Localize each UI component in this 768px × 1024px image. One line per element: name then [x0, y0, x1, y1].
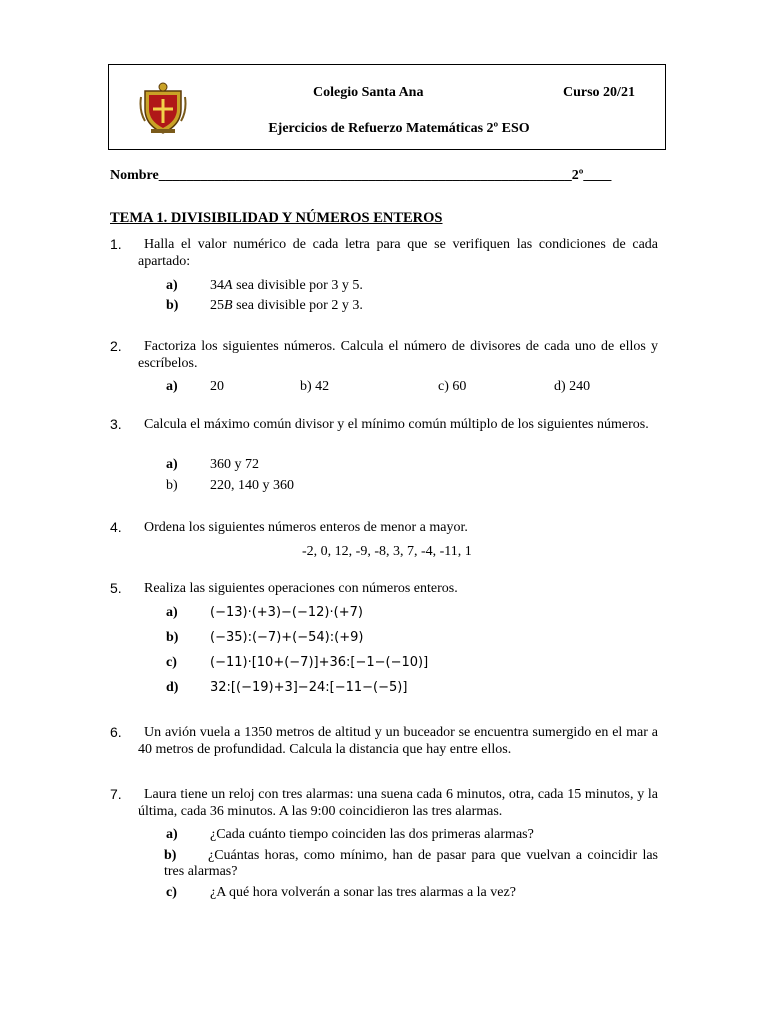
option-label: b) — [166, 630, 179, 645]
q5-option-d — [166, 680, 407, 696]
section-title: TEMA 1. DIVISIBILIDAD Y NÚMEROS ENTEROS — [110, 210, 443, 226]
option-label: b) — [166, 298, 179, 313]
option-label: a) — [166, 379, 178, 394]
name-field-line: Nombre___________________________________________________________2º____ — [110, 168, 612, 183]
question-number: 6. — [110, 724, 122, 740]
q5-option-c — [166, 655, 428, 671]
option-label: a) — [166, 457, 178, 472]
option-text: sea divisible por 3 y 5. — [232, 278, 363, 293]
question-text: Factoriza los siguientes números. Calcula el número de divisores de cada uno de ellos y escríbelos. — [138, 339, 658, 371]
question-text: Ordena los siguientes números enteros de menor a mayor. — [144, 520, 468, 535]
header-box — [108, 64, 666, 150]
question-number: 1. — [110, 236, 122, 252]
question-4 — [110, 519, 658, 536]
question-number: 4. — [110, 519, 122, 535]
question-number: 2. — [110, 338, 122, 354]
math-expression: 32:[(−19)+3]−24:[−11−(−5)] — [210, 680, 408, 695]
option-label: a) — [166, 605, 178, 620]
option-variable: B — [224, 298, 233, 313]
math-expression: (−13)·(+3)−(−12)·(+7) — [210, 605, 363, 620]
math-expression: (−11)·[10+(−7)]+36:[−1−(−10)] — [210, 655, 429, 670]
option-text: ¿Cada cuánto tiempo coinciden las dos primeras alarmas? — [210, 827, 534, 842]
question-number: 7. — [110, 786, 122, 802]
q3-option-a — [166, 457, 259, 473]
question-text: Halla el valor numérico de cada letra para que se verifiquen las condiciones de cada apartado: — [138, 237, 658, 269]
question-3 — [110, 416, 658, 433]
option-text: 360 y 72 — [210, 457, 259, 472]
question-text: Laura tiene un reloj con tres alarmas: una suena cada 6 minutos, otra, cada 15 minutos, y la última, cada 36 minutos. A las 9:00 coincidieron las tres alarmas. — [138, 787, 658, 819]
integer-sequence: -2, 0, 12, -9, -8, 3, 7, -4, -11, 1 — [302, 544, 472, 559]
q2-option-b: b) 42 — [300, 379, 330, 394]
option-text: ¿A qué hora volverán a sonar las tres alarmas a la vez? — [210, 885, 516, 900]
q7-option-c — [166, 885, 516, 901]
worksheet-subtitle: Ejercicios de Refuerzo Matemáticas 2º ESO — [268, 121, 530, 136]
option-text: 20 — [210, 379, 224, 394]
school-name: Colegio Santa Ana — [313, 85, 424, 100]
option-number: 34 — [210, 278, 224, 293]
option-label: a) — [166, 278, 178, 293]
q1-option-a — [166, 278, 363, 294]
q2-option-a — [166, 379, 224, 395]
q2-option-c: c) 60 — [438, 379, 467, 394]
question-number: 3. — [110, 416, 122, 432]
q2-option-d: d) 240 — [554, 379, 591, 394]
question-text: Un avión vuela a 1350 metros de altitud y un buceador se encuentra sumergido en el mar a 40 metros de profundidad. Calcula la distancia que hay entre ellos. — [138, 725, 658, 757]
question-number: 5. — [110, 580, 122, 596]
q1-option-b — [166, 298, 363, 314]
math-expression: (−35):(−7)+(−54):(+9) — [210, 630, 364, 645]
question-5 — [110, 580, 658, 597]
option-label: c) — [166, 655, 177, 670]
question-2 — [110, 338, 658, 372]
option-text: 220, 140 y 360 — [210, 478, 294, 493]
q7-option-b — [164, 848, 658, 880]
question-7 — [110, 786, 658, 820]
option-text: sea divisible por 2 y 3. — [232, 298, 363, 313]
q5-option-a — [166, 605, 363, 621]
question-6 — [110, 724, 658, 758]
course-year: Curso 20/21 — [563, 85, 635, 100]
question-text: Calcula el máximo común divisor y el mínimo común múltiplo de los siguientes números. — [144, 417, 649, 432]
option-text: ¿Cuántas horas, como mínimo, han de pasar para que vuelvan a coincidir las tres alarmas? — [164, 848, 658, 879]
q3-option-b — [166, 478, 294, 494]
option-label: b) — [164, 848, 177, 863]
option-label: a) — [166, 827, 178, 842]
option-number: 25 — [210, 298, 224, 313]
q5-option-b — [166, 630, 363, 646]
option-label: c) — [166, 885, 177, 900]
q7-option-a — [166, 827, 534, 843]
question-1 — [110, 236, 658, 270]
option-label: b) — [166, 478, 178, 493]
option-variable: A — [224, 278, 233, 293]
option-label: d) — [166, 680, 179, 695]
question-text: Realiza las siguientes operaciones con números enteros. — [144, 581, 458, 596]
